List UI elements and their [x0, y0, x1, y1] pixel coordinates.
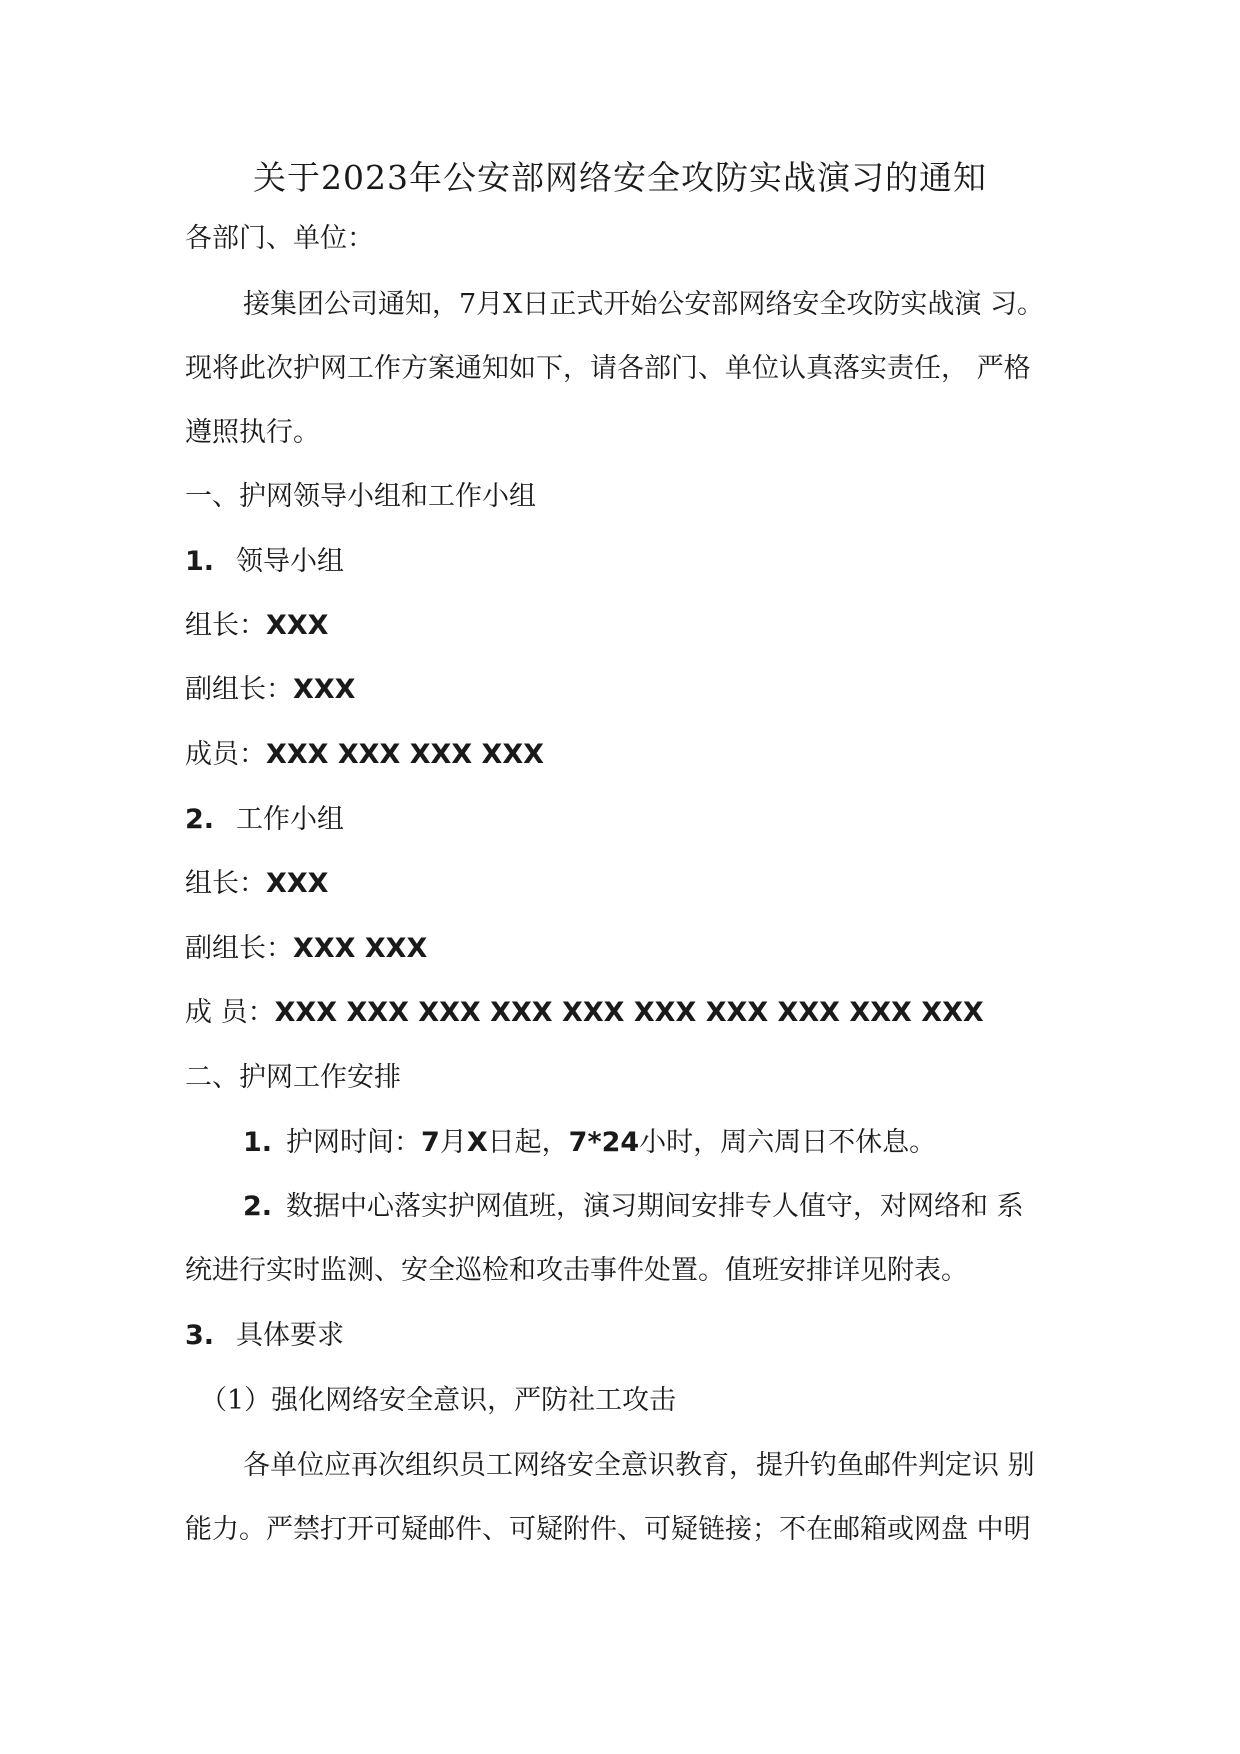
group1-number: 1. — [185, 546, 215, 577]
item3-title: 具体要求 — [236, 1320, 345, 1351]
group1-deputy-name: XXX — [293, 674, 356, 705]
section2-item2-line2: 统进行实时监测、安全巡检和攻击事件处置。值班安排详见附表。 — [185, 1255, 968, 1286]
group2-number: 2. — [185, 804, 215, 835]
group2-members-names: XXX XXX XXX XXX XXX XXX XXX XXX XXX XXX — [274, 997, 984, 1028]
item1-text-d: 小时，周六周日不休息。 — [639, 1127, 937, 1158]
intro-line-1: 接集团公司通知，7月X日正式开始公安部网络安全攻防实战演 习。 — [243, 289, 1044, 320]
item1-bold-3: 7*24 — [568, 1127, 640, 1158]
sub1-line2: 能力。严禁打开可疑邮件、可疑附件、可疑链接；不在邮箱或网盘 中明 — [185, 1514, 1031, 1545]
group2-deputy-label: 副组长： — [185, 933, 293, 964]
section2-heading: 二、护网工作安排 — [185, 1062, 401, 1093]
group1-leader-label: 组长： — [185, 610, 266, 641]
sub1-line1: 各单位应再次组织员工网络安全意识教育，提升钓鱼邮件判定识 别 — [243, 1450, 1035, 1481]
group1-heading — [185, 545, 1090, 579]
group1-members — [185, 738, 1090, 772]
item1-text-a: 护网时间： — [286, 1127, 422, 1158]
group1-leader-name: XXX — [266, 610, 329, 641]
group2-leader-name: XXX — [266, 868, 329, 899]
group2-deputy-names: XXX XXX — [293, 933, 428, 964]
item2-text-1: 数据中心落实护网值班，演习期间安排专人值守，对网络和 系 — [286, 1191, 1024, 1222]
section2-item2-line1 — [243, 1190, 1090, 1224]
section2-item1 — [243, 1126, 1090, 1160]
group1-members-label: 成员： — [185, 739, 266, 770]
item2-number: 2. — [243, 1191, 273, 1222]
group1-leader — [185, 609, 1090, 643]
group2-members-label: 成 员： — [185, 997, 275, 1028]
group2-leader-label: 组长： — [185, 868, 266, 899]
group1-deputy — [185, 673, 1090, 707]
item1-bold-2: X — [466, 1127, 488, 1158]
group1-members-names: XXX XXX XXX XXX — [266, 739, 545, 770]
group2-heading — [185, 803, 1090, 837]
section2-item3 — [185, 1319, 1090, 1353]
group1-title: 领导小组 — [236, 546, 345, 577]
salutation: 各部门、单位： — [185, 223, 374, 254]
intro-line-3: 遵照执行。 — [185, 417, 320, 448]
document-title: 关于2023年公安部网络安全攻防实战演习的通知 — [253, 158, 987, 197]
sub1-heading: （1）强化网络安全意识，严防社工攻击 — [200, 1385, 677, 1416]
item1-bold-1: 7 — [421, 1127, 440, 1158]
intro-line-2: 现将此次护网工作方案通知如下，请各部门、单位认真落实责任， 严格 — [185, 353, 1031, 384]
item1-text-b: 月 — [439, 1127, 467, 1158]
item1-number: 1. — [243, 1127, 273, 1158]
group2-members — [185, 996, 1090, 1030]
section1-heading: 一、护网领导小组和工作小组 — [185, 481, 536, 512]
group1-deputy-label: 副组长： — [185, 674, 293, 705]
group2-title: 工作小组 — [236, 804, 345, 835]
item1-text-c: 日起， — [487, 1127, 569, 1158]
group2-leader — [185, 867, 1090, 901]
group2-deputy — [185, 932, 1090, 966]
item3-number: 3. — [185, 1320, 215, 1351]
